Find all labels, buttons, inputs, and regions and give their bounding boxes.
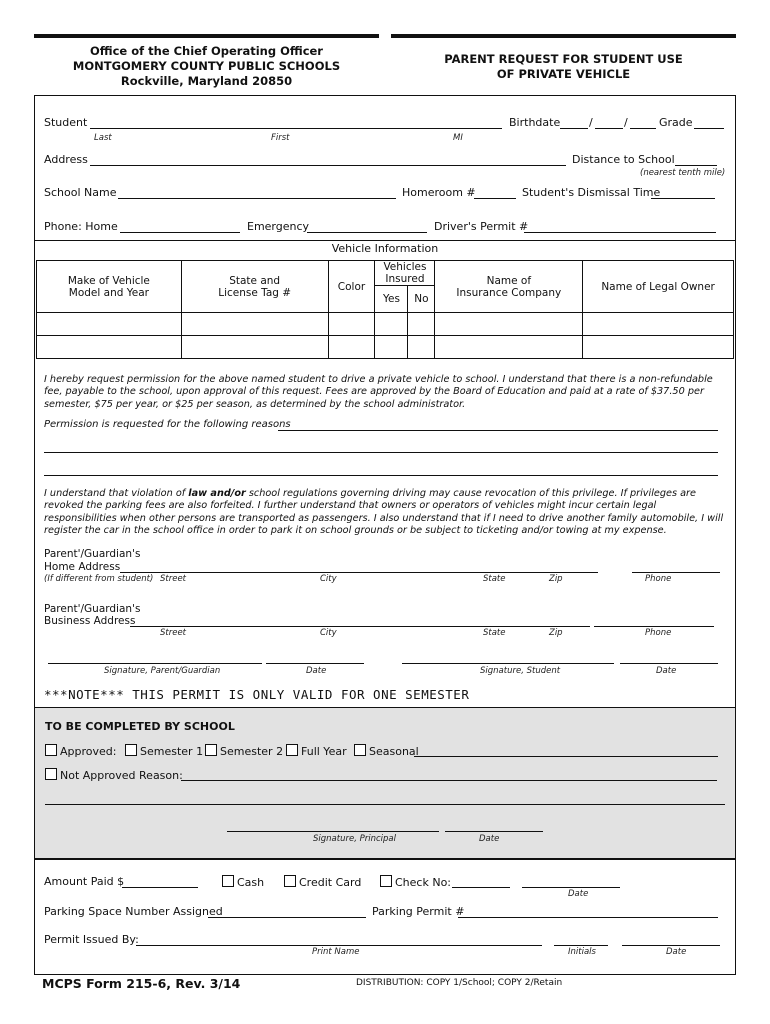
checkbox-icon[interactable] (286, 744, 298, 756)
date-sublabel: Date (666, 947, 687, 957)
phone-home-label: Phone: Home (44, 220, 118, 233)
seasonal-option[interactable]: Seasonal (354, 744, 419, 758)
school-section (35, 707, 735, 859)
home-address-label-2: Home Address (44, 561, 121, 573)
emergency-phone-field[interactable] (307, 232, 427, 233)
office-line-3: Rockville, Maryland 20850 (120, 74, 293, 88)
initials-sublabel: Initials (568, 947, 596, 957)
state-cell[interactable] (181, 313, 328, 336)
checkbox-icon[interactable] (354, 744, 366, 756)
student-signature-label: Signature, Student (480, 666, 561, 676)
distance-field[interactable] (675, 165, 717, 166)
col-make-header: Make of Vehicle Model and Year (37, 261, 182, 313)
col-color-header: Color (328, 261, 375, 313)
form-title-line-1: PARENT REQUEST FOR STUDENT USE (444, 52, 683, 66)
reasons-label: Permission is requested for the following reasons (44, 419, 291, 430)
form-header (34, 34, 736, 94)
home-phone-field[interactable] (632, 572, 720, 573)
full-year-option[interactable]: Full Year (286, 744, 347, 758)
seasonal-field[interactable] (414, 756, 718, 757)
student-date-field[interactable] (620, 663, 718, 664)
phone-sublabel: Phone (645, 628, 672, 638)
table-row (37, 313, 734, 336)
office-line-2: MONTGOMERY COUNTY PUBLIC SCHOOLS (72, 59, 341, 73)
grade-label: Grade (659, 116, 693, 129)
student-label: Student (44, 116, 88, 129)
request-paragraph: I hereby request permission for the above named student to drive a private vehicle to school. I understand that there is a non-refundable fee, payable to the school, upon approval of this request. Fees are approved by the Board of Education and paid at a rate of $37.50 per semester, $75 per year, or $25 per season, as determined by the school administrator. (44, 374, 713, 410)
birthdate-label: Birthdate (509, 116, 561, 129)
parent-date-field[interactable] (266, 663, 364, 664)
date-sublabel: Date (568, 889, 589, 899)
business-phone-field[interactable] (594, 626, 714, 627)
birth-year-field[interactable] (630, 128, 656, 129)
col-state-header: State and License Tag # (181, 261, 328, 313)
col-owner-header: Name of Legal Owner (583, 261, 734, 313)
mi-sublabel: MI (453, 133, 463, 143)
drivers-permit-label: Driver's Permit # (434, 220, 529, 233)
homeroom-label: Homeroom # (402, 186, 476, 199)
cash-option[interactable]: Cash (222, 875, 264, 889)
issued-date-field[interactable] (622, 945, 720, 946)
birth-day-field[interactable] (595, 128, 623, 129)
city-sublabel: City (320, 574, 337, 584)
payment-date-field[interactable] (522, 887, 620, 888)
col-insurance-header: Name of Insurance Company (435, 261, 583, 313)
check-option[interactable]: Check No: (380, 875, 451, 889)
semester-note: ***NOTE*** THIS PERMIT IS ONLY VALID FOR ONE SEMESTER (44, 687, 470, 702)
school-section-title: TO BE COMPLETED BY SCHOOL (45, 720, 235, 733)
phone-sublabel: Phone (645, 574, 672, 584)
reasons-field-line-3[interactable] (44, 475, 718, 476)
print-name-sublabel: Print Name (312, 947, 360, 957)
insurance-cell[interactable] (435, 313, 583, 336)
reasons-field[interactable] (278, 430, 718, 431)
date-sublabel: Date (656, 666, 677, 676)
checkbox-icon[interactable] (45, 744, 57, 756)
checkbox-icon[interactable] (125, 744, 137, 756)
permit-form (34, 34, 736, 990)
first-sublabel: First (271, 133, 290, 143)
amount-paid-label: Amount Paid $ (44, 875, 125, 888)
make-cell[interactable] (37, 336, 182, 359)
home-address-field[interactable] (120, 572, 598, 573)
insurance-cell[interactable] (435, 336, 583, 359)
principal-signature-label: Signature, Principal (313, 834, 396, 844)
no-cell[interactable] (408, 336, 435, 359)
amount-paid-field[interactable] (122, 887, 198, 888)
title-block (391, 34, 736, 98)
birth-month-field[interactable] (560, 128, 588, 129)
section-divider (34, 240, 736, 241)
credit-card-option[interactable]: Credit Card (284, 875, 361, 889)
date-separator: / (624, 116, 628, 129)
owner-cell[interactable] (583, 336, 734, 359)
business-address-label-2: Business Address (44, 615, 136, 627)
form-number: MCPS Form 215-6, Rev. 3/14 (42, 976, 241, 991)
date-sublabel: Date (479, 834, 500, 844)
school-name-label: School Name (44, 186, 117, 199)
zip-sublabel: Zip (549, 574, 563, 584)
color-cell[interactable] (328, 313, 375, 336)
section-divider (34, 859, 736, 860)
state-sublabel: State (483, 574, 506, 584)
state-sublabel: State (483, 628, 506, 638)
emergency-label: Emergency (247, 220, 310, 233)
home-address-label-1: Parent'/Guardian's (44, 548, 141, 560)
form-title-line-2: OF PRIVATE VEHICLE (496, 67, 631, 81)
checkbox-icon[interactable] (205, 744, 217, 756)
address-field[interactable] (90, 165, 566, 166)
col-insured-header: Vehicles Insured (375, 261, 435, 286)
vehicle-info-title: Vehicle Information (331, 242, 439, 255)
distribution-note: DISTRIBUTION: COPY 1/School; COPY 2/Retain (356, 978, 563, 988)
issued-by-label: Permit Issued By: (44, 933, 139, 946)
checkbox-icon[interactable] (284, 875, 296, 887)
distance-label: Distance to School (572, 153, 675, 166)
principal-date-field[interactable] (445, 831, 543, 832)
dismissal-label: Student's Dismissal Time (522, 186, 661, 199)
office-block (34, 34, 379, 98)
check-number-field[interactable] (452, 887, 510, 888)
date-separator: / (589, 116, 593, 129)
student-name-field[interactable] (90, 128, 502, 129)
not-approved-option[interactable]: Not Approved Reason: (45, 768, 183, 782)
vehicle-table (36, 260, 734, 359)
parent-signature-field[interactable] (48, 663, 262, 664)
parent-signature-label: Signature, Parent/Guardian (104, 666, 221, 676)
office-line-1: Office of the Chief Operating Officer (90, 44, 323, 58)
home-address-note: (If different from student) (44, 574, 154, 584)
homeroom-field[interactable] (474, 198, 516, 199)
city-sublabel: City (320, 628, 337, 638)
reasons-field-line-2[interactable] (44, 452, 718, 453)
checkbox-icon[interactable] (380, 875, 392, 887)
business-address-field[interactable] (130, 626, 590, 627)
semester1-option[interactable]: Semester 1 (125, 744, 203, 758)
owner-cell[interactable] (583, 313, 734, 336)
issued-by-field[interactable] (136, 945, 542, 946)
parking-space-label: Parking Space Number Assigned (44, 905, 223, 918)
approved-option[interactable]: Approved: (45, 744, 116, 758)
not-approved-reason-line-2[interactable] (45, 804, 725, 805)
parking-space-field[interactable] (208, 917, 366, 918)
state-cell[interactable] (181, 336, 328, 359)
checkbox-icon[interactable] (45, 768, 57, 780)
semester2-option[interactable]: Semester 2 (205, 744, 283, 758)
business-address-label-1: Parent'/Guardian's (44, 603, 141, 615)
not-approved-reason-field[interactable] (181, 780, 717, 781)
parking-permit-field[interactable] (458, 917, 718, 918)
student-signature-field[interactable] (402, 663, 614, 664)
street-sublabel: Street (160, 628, 187, 638)
home-phone-field[interactable] (120, 232, 240, 233)
col-no-header: No (408, 286, 435, 313)
table-row (37, 336, 734, 359)
parking-permit-label: Parking Permit # (372, 905, 465, 918)
initials-field[interactable] (554, 945, 608, 946)
drivers-permit-field[interactable] (524, 232, 716, 233)
zip-sublabel: Zip (549, 628, 563, 638)
distance-note: (nearest tenth mile) (640, 168, 726, 178)
grade-field[interactable] (694, 128, 724, 129)
checkbox-icon[interactable] (222, 875, 234, 887)
dismissal-time-field[interactable] (651, 198, 715, 199)
violation-paragraph: I understand that violation of law and/or school regulations governing driving may cause revocation of this privilege. If privileges are revoked the parking fees are also forfeited. I further understand that owners or operators of vehicles might incur certain legal responsibilities when other persons are transported as passengers. I also understand that if I need to drive another family automobile, I will register the car in the school office in order to park it on school grounds or be subject to ticketing and/or towing at my expense. (44, 488, 724, 537)
make-cell[interactable] (37, 313, 182, 336)
yes-cell[interactable] (375, 313, 408, 336)
last-sublabel: Last (94, 133, 112, 143)
col-yes-header: Yes (375, 286, 408, 313)
street-sublabel: Street (160, 574, 187, 584)
yes-cell[interactable] (375, 336, 408, 359)
school-name-field[interactable] (118, 198, 396, 199)
no-cell[interactable] (408, 313, 435, 336)
color-cell[interactable] (328, 336, 375, 359)
principal-signature-field[interactable] (227, 831, 439, 832)
date-sublabel: Date (306, 666, 327, 676)
address-label: Address (44, 153, 88, 166)
